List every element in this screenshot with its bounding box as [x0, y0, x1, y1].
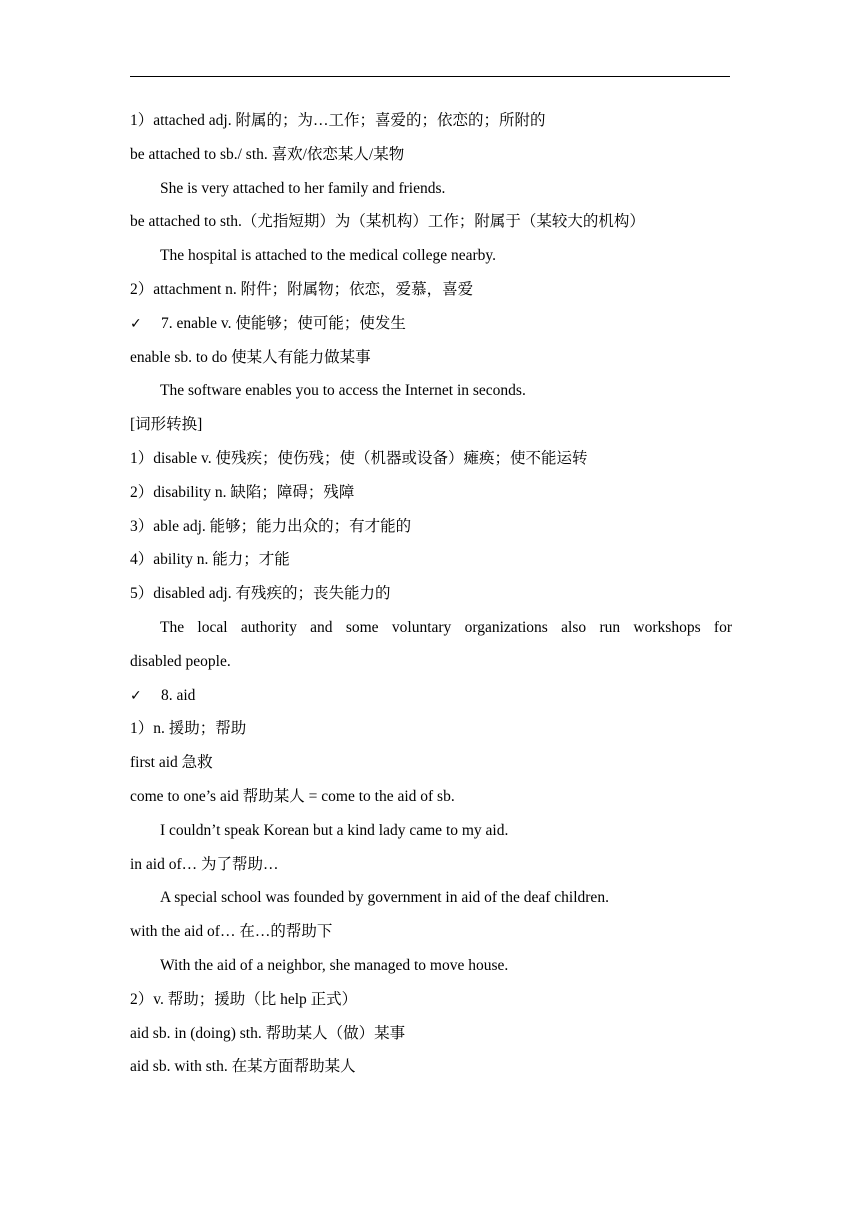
example-sentence-continuation: disabled people.: [130, 652, 231, 670]
definition-line: 2）v. 帮助；援助（比 help 正式）: [130, 990, 358, 1008]
example-sentence: She is very attached to her family and friends.: [160, 179, 446, 197]
document-body: [130, 104, 732, 1084]
phrase-line: come to one’s aid 帮助某人 = come to the aid of sb.: [130, 787, 455, 805]
vocab-heading: [130, 679, 732, 713]
definition-line: 5）disabled adj. 有残疾的；丧失能力的: [130, 585, 391, 603]
definition-line: 3）able adj. 能够；能力出众的；有才能的: [130, 517, 412, 535]
example-sentence: I couldn’t speak Korean but a kind lady came to my aid.: [160, 821, 509, 839]
definition-line: 1）attached adj. 附属的；为…工作；喜爱的；依恋的；所附的: [130, 112, 546, 129]
definition-line: 1）n. 援助；帮助: [130, 720, 247, 738]
header-rule: [130, 76, 730, 77]
checkmark-icon: ✓: [130, 315, 142, 332]
definition-line: 2）disability n. 缺陷；障碍；残障: [130, 483, 355, 501]
phrase-line: aid sb. with sth. 在某方面帮助某人: [130, 1058, 356, 1076]
phrase-line: be attached to sth.（尤指短期）为（某机构）工作；附属于（某较大的机构）: [130, 213, 645, 231]
definition-line: 4）ability n. 能力；才能: [130, 551, 290, 569]
phrase-line: with the aid of… 在…的帮助下: [130, 923, 333, 941]
phrase-line: be attached to sb./ sth. 喜欢/依恋某人/某物: [130, 145, 405, 163]
vocab-heading-text: 8. aid: [161, 686, 196, 704]
phrase-line: first aid 急救: [130, 754, 213, 772]
section-label: [词形转换]: [130, 416, 203, 434]
example-sentence: The local authority and some voluntary organizations also run workshops for: [160, 618, 732, 636]
phrase-line: aid sb. in (doing) sth. 帮助某人（做）某事: [130, 1024, 406, 1042]
example-sentence: A special school was founded by government in aid of the deaf children.: [160, 889, 609, 907]
example-sentence: The software enables you to access the Internet in seconds.: [160, 382, 526, 400]
vocab-heading: [130, 307, 732, 341]
checkmark-icon: ✓: [130, 687, 142, 704]
phrase-line: enable sb. to do 使某人有能力做某事: [130, 348, 371, 366]
example-sentence: With the aid of a neighbor, she managed to move house.: [160, 956, 509, 974]
definition-line: 2）attachment n. 附件；附属物；依恋，爱慕，喜爱: [130, 280, 474, 298]
phrase-line: in aid of… 为了帮助…: [130, 855, 279, 873]
example-sentence: The hospital is attached to the medical college nearby.: [160, 247, 496, 265]
vocab-heading-text: 7. enable v. 使能够；使可能；使发生: [161, 314, 406, 332]
definition-line: 1）disable v. 使残疾；使伤残；使（机器或设备）瘫痪；使不能运转: [130, 449, 588, 467]
